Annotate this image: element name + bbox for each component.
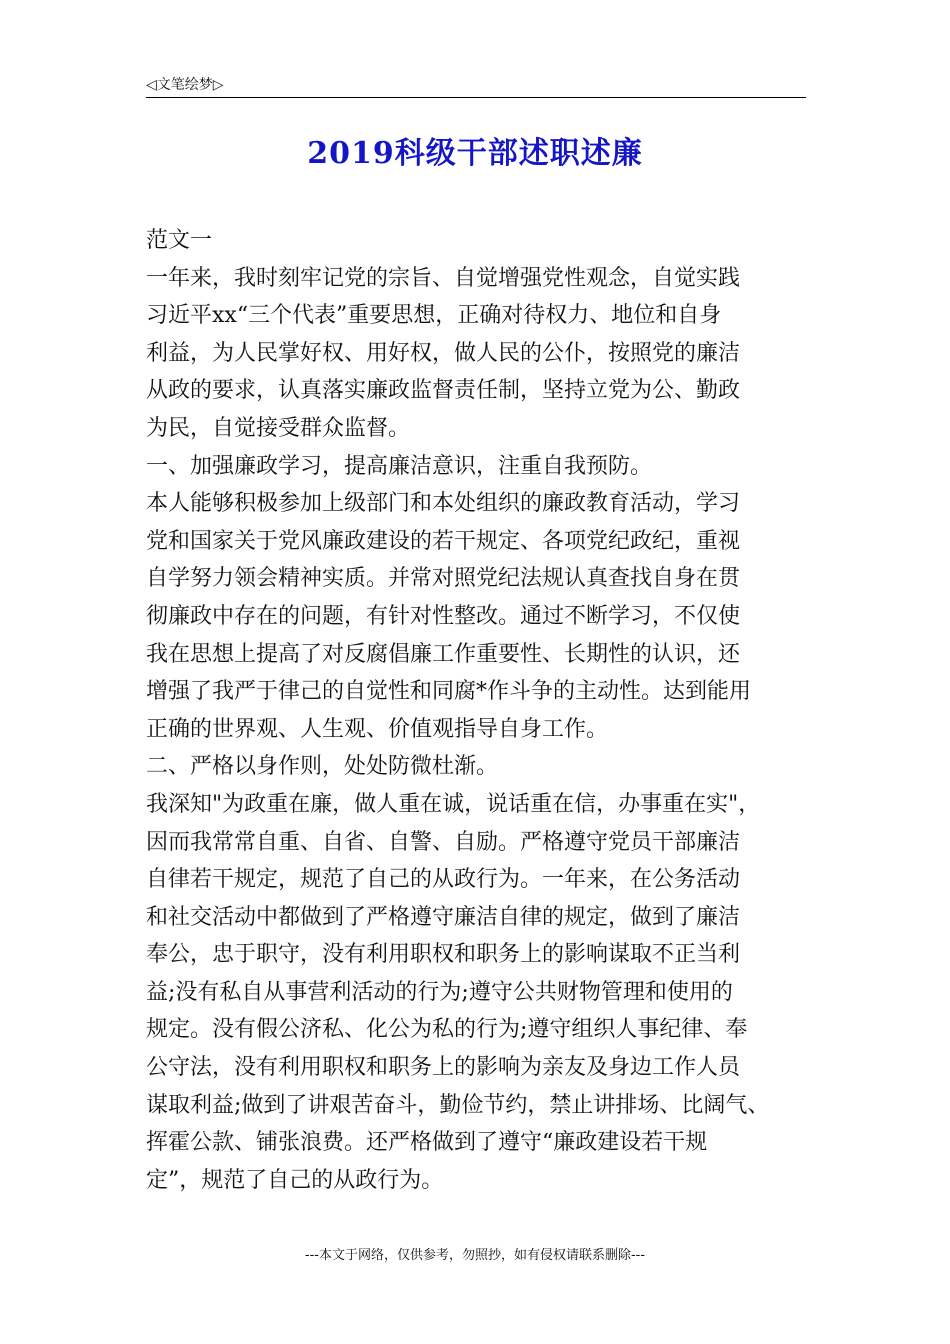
header-rule xyxy=(146,97,806,98)
body-line: 范文一 xyxy=(146,228,213,253)
document-body xyxy=(146,222,826,1199)
body-line: 定”，规范了自己的从政行为。 xyxy=(146,1167,444,1193)
body-line: 从政的要求，认真落实廉政监督责任制，坚持立党为公、勤政 xyxy=(146,378,741,404)
body-line: 正确的世界观、人生观、价值观指导自身工作。 xyxy=(146,716,609,742)
body-line: 规定。没有假公济私、化公为私的行为;遵守组织人事纪律、奉 xyxy=(146,1017,748,1043)
body-line: 党和国家关于党风廉政建设的若干规定、各项党纪政纪，重视 xyxy=(146,528,741,554)
body-line: 习近平xx“三个代表”重要思想，正确对待权力、地位和自身 xyxy=(146,303,722,329)
body-line: 我深知"为政重在廉，做人重在诚，说话重在信，办事重在实"， xyxy=(146,791,761,817)
body-line: 自律若干规定，规范了自己的从政行为。一年来，在公务活动 xyxy=(146,867,741,893)
body-line: 利益，为人民掌好权、用好权，做人民的公仆，按照党的廉洁 xyxy=(146,340,741,366)
body-line: 为民，自觉接受群众监督。 xyxy=(146,415,411,441)
section-heading: 二、严格以身作则，处处防微杜渐。 xyxy=(146,754,499,780)
body-line: 增强了我严于律己的自觉性和同腐*作斗争的主动性。达到能用 xyxy=(146,679,752,705)
body-line: 公守法，没有利用职权和职务上的影响为亲友及身边工作人员 xyxy=(146,1055,741,1081)
body-line: 益;没有私自从事营利活动的行为;遵守公共财物管理和使用的 xyxy=(146,979,733,1005)
header-text: ◁文笔绘梦▷ xyxy=(146,77,224,93)
body-line: 一年来，我时刻牢记党的宗旨、自觉增强党性观念，自觉实践 xyxy=(146,265,741,291)
body-line: 彻廉政中存在的问题，有针对性整改。通过不断学习，不仅使 xyxy=(146,603,741,629)
footer-disclaimer: ---本文于网络，仅供参考，勿照抄，如有侵权请联系删除--- xyxy=(304,1248,646,1263)
body-line: 和社交活动中都做到了严格遵守廉洁自律的规定，做到了廉洁 xyxy=(146,904,741,930)
section-heading: 一、加强廉政学习，提高廉洁意识，注重自我预防。 xyxy=(146,453,653,479)
body-line: 自学努力领会精神实质。并常对照党纪法规认真查找自身在贯 xyxy=(146,566,741,592)
body-line: 本人能够积极参加上级部门和本处组织的廉政教育活动，学习 xyxy=(146,491,741,517)
document-title: 2019科级干部述职述廉 xyxy=(307,136,643,171)
body-line: 挥霍公款、铺张浪费。还严格做到了遵守“廉政建设若干规 xyxy=(146,1130,708,1156)
body-line: 谋取利益;做到了讲艰苦奋斗，勤俭节约，禁止讲排场、比阔气、 xyxy=(146,1092,770,1118)
body-line: 奉公，忠于职守，没有利用职权和职务上的影响谋取不正当利 xyxy=(146,942,741,968)
body-line: 因而我常常自重、自省、自警、自励。严格遵守党员干部廉洁 xyxy=(146,829,741,855)
body-line: 我在思想上提高了对反腐倡廉工作重要性、长期性的认识，还 xyxy=(146,641,741,667)
